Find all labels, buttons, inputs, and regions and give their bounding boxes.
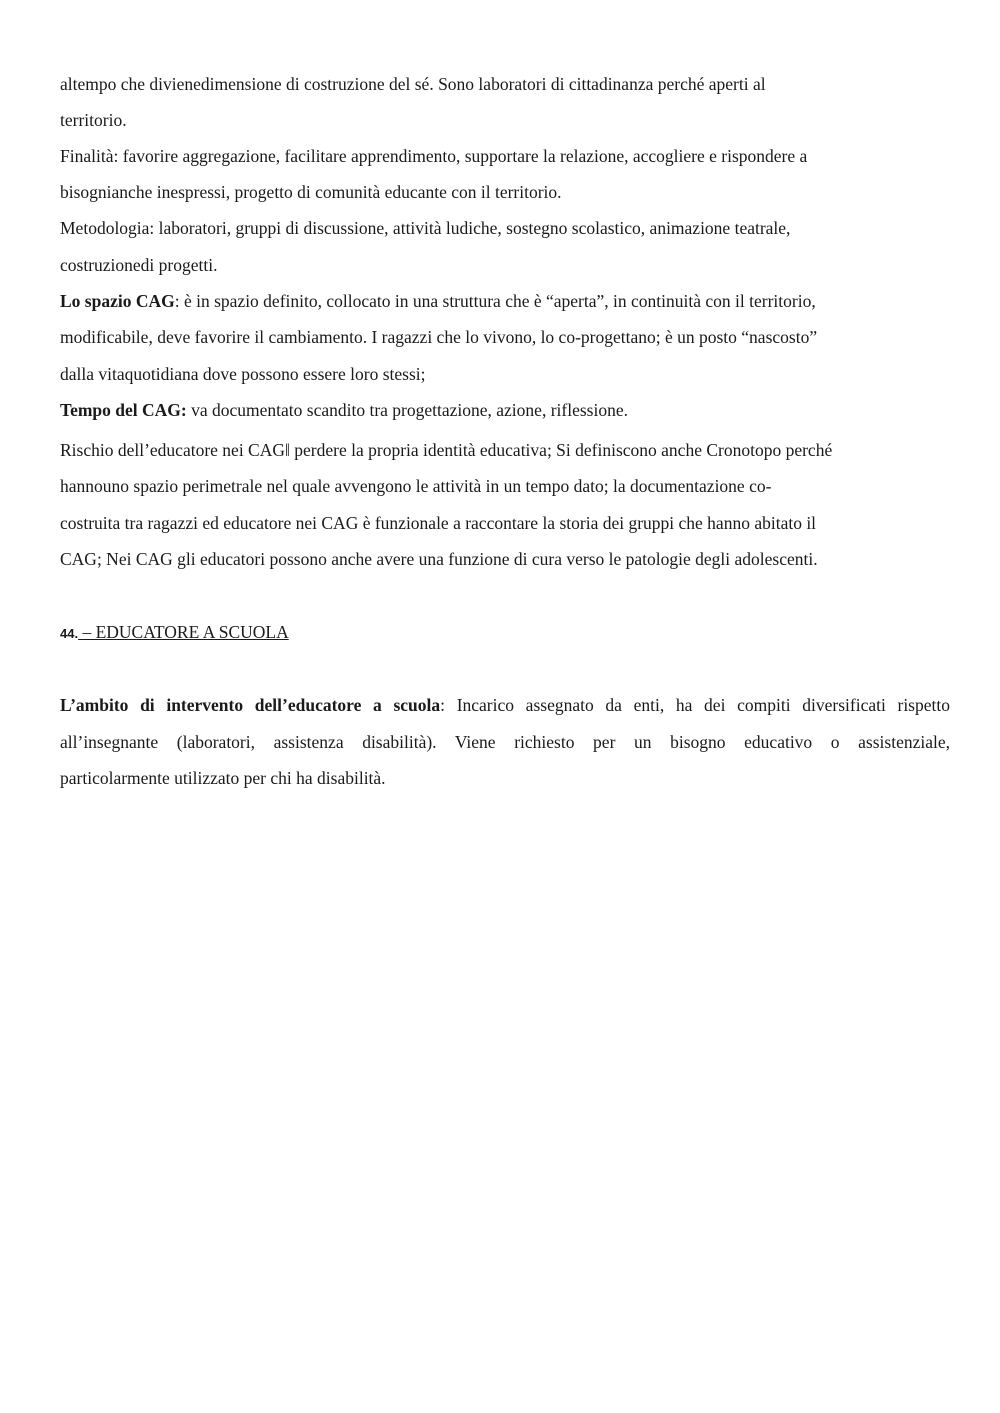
metodologia-line-2: costruzionedi progetti. — [60, 255, 218, 275]
section-number: 44. — [60, 626, 79, 641]
tempo-paragraph — [60, 398, 950, 422]
section-title: – EDUCATORE A SCUOLA — [78, 622, 289, 642]
scuola-line-1: : Incarico assegnato da enti, ha dei compiti diversificati rispetto — [440, 695, 950, 715]
tempo-label: Tempo del CAG: — [60, 400, 187, 420]
finalita-line-1: Finalità: favorire aggregazione, facilitare apprendimento, supportare la relazione, accogliere e rispondere a — [60, 146, 808, 166]
metodologia-line-1: Metodologia: laboratori, gruppi di discussione, attività ludiche, sostegno scolastico, animazione teatrale, — [60, 218, 791, 238]
section-heading — [60, 620, 289, 646]
spazio-paragraph — [60, 289, 950, 313]
scuola-line-3: particolarmente utilizzato per chi ha disabilità. — [60, 768, 386, 788]
cag-line-1: altempo che divienedimensione di costruzione del sé. Sono laboratori di cittadinanza perché aperti al — [60, 74, 766, 94]
scuola-line-2: all’insegnante (laboratori, assistenza disabilità). Viene richiesto per un bisogno educativo o assistenziale, — [60, 732, 950, 752]
scuola-paragraph — [60, 693, 950, 717]
spazio-text: : è in spazio definito, collocato in una struttura che è “aperta”, in continuità con il territorio, — [174, 291, 816, 311]
spazio-line-3: dalla vitaquotidiana dove possono essere loro stessi; — [60, 364, 426, 384]
rischio-line-1: Rischio dell’educatore nei CAG‖ perdere la propria identità educativa; Si definiscono anche Cronotopo perché — [60, 440, 833, 460]
cag-line-2: territorio. — [60, 110, 127, 130]
rischio-line-4: CAG; Nei CAG gli educatori possono anche avere una funzione di cura verso le patologie degli adolescenti. — [60, 549, 818, 569]
tempo-text: va documentato scandito tra progettazione, azione, riflessione. — [186, 400, 628, 420]
finalita-line-2: bisognianche inespressi, progetto di comunità educante con il territorio. — [60, 182, 562, 202]
scuola-label: L’ambito di intervento dell’educatore a scuola — [60, 695, 441, 715]
rischio-line-2: hannouno spazio perimetrale nel quale avvengono le attività in un tempo dato; la documentazione co- — [60, 476, 772, 496]
rischio-line-3: costruita tra ragazzi ed educatore nei CAG è funzionale a raccontare la storia dei gruppi che hanno abitato il — [60, 513, 817, 533]
spazio-label: Lo spazio CAG — [60, 291, 175, 311]
spazio-line-2: modificabile, deve favorire il cambiamento. I ragazzi che lo vivono, lo co-progettano; è un posto “nascosto” — [60, 327, 818, 347]
